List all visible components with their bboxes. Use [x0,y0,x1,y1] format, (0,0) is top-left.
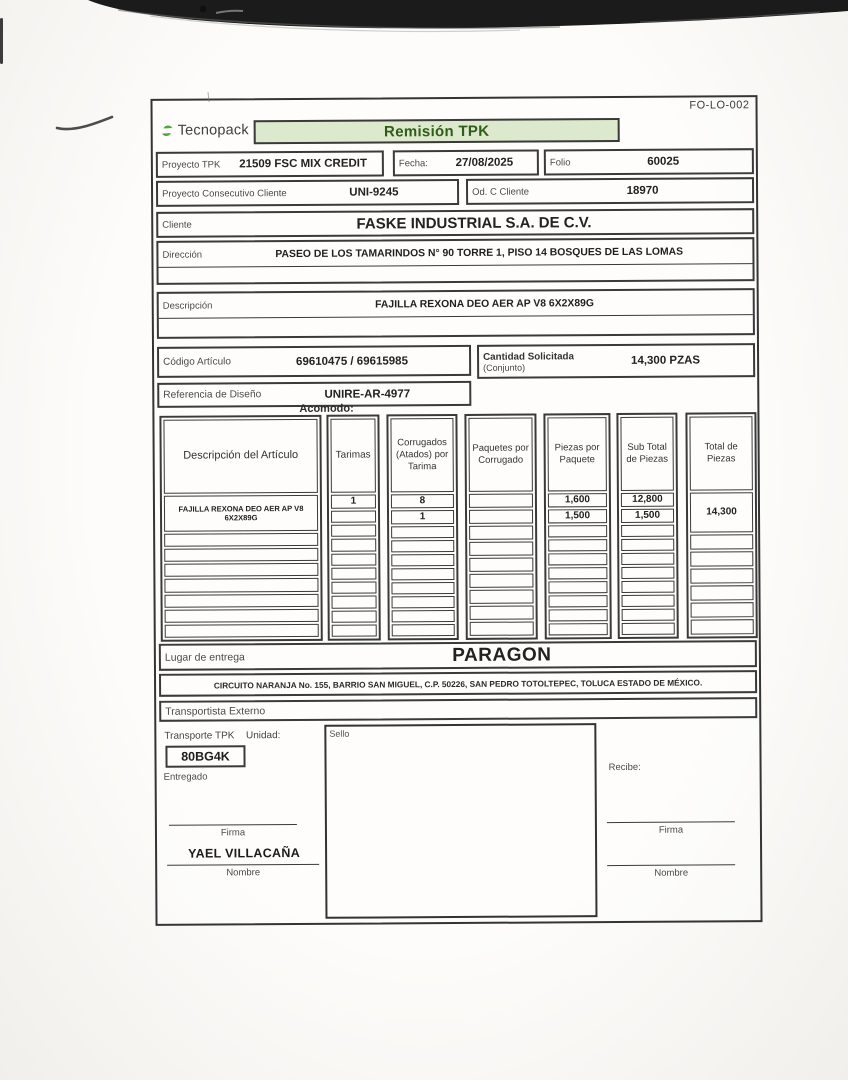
acomodo-col-total [685,412,757,638]
table-cell [164,578,318,592]
table-cell [690,534,753,549]
form-title-box [254,118,620,144]
table-cell [392,624,455,636]
field-folio [544,148,754,175]
col-header-corrugados: Corrugados (Atados) por Tarima [390,418,453,492]
oc-cliente-label: Od. C Cliente [472,186,530,198]
lugar-entrega-label: Lugar de entrega [164,650,245,664]
table-cell [391,582,454,594]
table-cell: 14,300 [690,492,753,532]
logo [161,122,249,139]
nombre-left-label: Nombre [226,867,261,879]
table-cell [165,593,319,607]
field-proyecto-consecutivo [156,179,459,207]
table-cell [332,596,377,608]
table-cell [164,548,318,562]
table-cell [391,568,454,580]
direccion-label: Dirección [162,249,203,261]
unidad-label: Unidad: [245,730,281,742]
tecnopack-logo-icon [161,124,174,138]
table-cell [549,595,608,607]
field-direccion [156,237,754,285]
table-cell [691,602,754,617]
acomodo-col-subtotal [616,413,678,639]
codigo-articulo-label: Código Artículo [163,356,231,368]
direccion-value: PASEO DE LOS TAMARINDOS N° 90 TORRE 1, PISO 14 BOSQUES DE LAS LOMAS [275,246,684,260]
table-cell [469,510,533,524]
field-lugar-entrega [159,640,757,671]
table-cell [391,554,454,566]
table-cell [469,590,533,604]
table-cell: 1 [391,510,454,524]
entregado-label: Entregado [163,771,208,783]
col-header-total: Total de Piezas [689,416,752,490]
logo-text: Tecnopack [177,122,249,139]
fecha-value: 27/08/2025 [455,156,514,169]
table-cell: 1,500 [621,509,674,523]
lugar-entrega-value: PARAGON [452,643,552,666]
descripcion-empty-line [159,315,753,337]
table-cell [622,623,675,635]
table-cell [469,494,533,508]
table-cell [391,526,454,538]
cantidad-solicitada-label: Cantidad Solicitada [483,350,575,363]
field-cliente [156,208,754,238]
table-cell [621,581,674,593]
acomodo-col-paquetes [464,414,537,640]
form-title: Remisión TPK [383,122,490,140]
table-cell [548,581,607,593]
table-cell [332,610,377,622]
field-fecha [393,149,539,176]
firma-right-label: Firma [658,824,684,836]
table-cell [331,567,376,579]
table-cell [164,563,318,577]
field-cantidad-solicitada [477,343,755,379]
nombre-line-right [607,864,735,866]
table-cell: 8 [391,494,454,508]
acomodo-col-tarimas [326,414,380,640]
table-cell: 1,600 [548,493,607,507]
unidad-value-box: 80BG4K [165,745,245,767]
table-cell [549,609,608,621]
table-cell [621,553,674,565]
col-header-subtotal: Sub Total de Piezas [620,417,673,491]
field-entrega-direccion [159,670,757,697]
table-cell [332,624,377,636]
proyecto-consecutivo-label: Proyecto Consecutivo Cliente [162,187,287,200]
table-cell [331,510,376,522]
firma-line-left [169,824,297,826]
firma-left-label: Firma [220,827,246,839]
col-header-tarimas: Tarimas [330,418,375,492]
field-transportista-externo [159,697,757,722]
table-cell [690,568,753,583]
table-cell [469,574,533,588]
table-cell: 1,500 [548,509,607,523]
transporte-tpk-row [164,730,280,742]
table-cell [621,539,674,551]
acomodo-section-label: Acomodo: [299,402,354,415]
acomodo-col-descripcion [159,415,322,642]
table-cell [165,609,319,623]
table-cell [391,540,454,552]
table-cell [469,558,533,572]
table-cell [470,622,534,636]
cantidad-solicitada-value: 14,300 PZAS [630,354,701,367]
field-proyecto-tpk [156,150,384,177]
proyecto-consecutivo-value: UNI-9245 [349,186,399,199]
descripcion-value: FAJILLA REXONA DEO AER AP V8 6X2X89G [375,297,595,310]
table-cell [548,525,607,537]
entregado-nombre: YAEL VILLACAÑA [188,845,301,861]
descripcion-label: Descripción [162,299,213,312]
acomodo-col-corrugados [386,414,458,640]
entrega-direccion-value: CIRCUITO NARANJA No. 155, BARRIO SAN MIGUEL, C.P. 50226, SAN PEDRO TOTOLTEPEC, TOLUCA ESTADO DE MÉXICO. [213,677,703,690]
acomodo-col-piezas [543,413,611,639]
firma-line-right [607,821,735,823]
recibe-label: Recibe: [608,761,641,774]
table-cell [469,526,533,540]
table-cell [548,539,607,551]
table-cell [690,551,753,566]
transporte-tpk-label: Transporte TPK [164,730,235,742]
table-cell [549,623,608,635]
table-cell [331,539,376,551]
referencia-diseno-label: Referencia de Diseño [163,389,262,401]
table-cell: 12,800 [621,493,674,507]
cantidad-solicitada-sublabel: (Conjunto) [483,362,526,373]
table-cell [548,567,607,579]
table-cell [548,553,607,565]
col-header-paquetes: Paquetes por Corrugado [468,418,532,492]
table-cell [331,553,376,565]
field-codigo-articulo [157,345,471,378]
remision-form [150,95,762,926]
folio-label: Folio [549,156,571,168]
cliente-label: Cliente [162,219,192,231]
table-cell: FAJILLA REXONA DEO AER AP V8 6X2X89G [164,495,318,532]
codigo-articulo-value: 69610475 / 69615985 [296,354,408,368]
table-cell [469,542,533,556]
table-cell [392,596,455,608]
cliente-value: FASKE INDUSTRIAL S.A. DE C.V. [356,213,592,233]
col-header-descripcion: Descripción del Artículo [163,419,317,494]
table-cell [690,585,753,600]
sello-label: Sello [329,728,350,739]
fecha-label: Fecha: [398,157,428,169]
table-cell [331,525,376,537]
table-cell [691,619,754,634]
table-cell [621,525,674,537]
table-cell [165,624,319,638]
table-cell [621,567,674,579]
proyecto-tpk-label: Proyecto TPK [161,158,221,171]
col-header-piezas: Piezas por Paquete [547,417,606,491]
nombre-right-label: Nombre [654,867,689,879]
referencia-diseno-value: UNIRE-AR-4977 [324,387,411,401]
oc-cliente-value: 18970 [626,184,659,197]
field-oc-cliente [466,177,754,205]
table-cell [622,595,675,607]
proyecto-tpk-value: 21509 FSC MIX CREDIT [239,157,368,171]
table-cell [470,606,534,620]
transportista-externo-label: Transportista Externo [165,704,266,718]
form-code: FO-LO-002 [689,99,750,112]
table-cell [331,582,376,594]
table-cell: 1 [331,494,376,508]
sello-box [324,723,597,919]
table-cell [622,609,675,621]
direccion-empty-line [159,264,753,283]
field-descripcion [157,288,755,339]
table-cell [164,533,318,547]
nombre-line-left [167,864,319,866]
folio-value: 60025 [647,155,680,168]
table-cell [392,610,455,622]
